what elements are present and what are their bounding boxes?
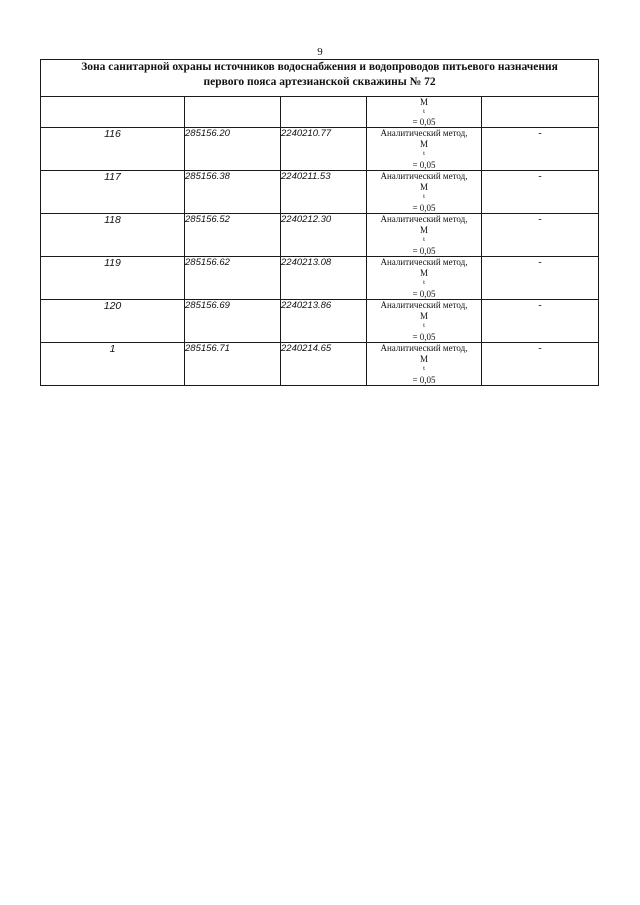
y-coordinate <box>281 97 367 128</box>
table-row <box>41 171 599 214</box>
point-number: 119 <box>41 257 185 300</box>
accuracy-value: M t = 0,05 <box>412 181 436 213</box>
method-name: Аналитический метод, <box>380 128 468 138</box>
point-number: 117 <box>41 171 185 214</box>
point-number <box>41 97 185 128</box>
method-name: Аналитический метод, <box>380 257 468 267</box>
x-coordinate: 285156.62 <box>185 257 281 300</box>
table-row-partial <box>41 97 599 128</box>
accuracy-value: M t = 0,05 <box>412 353 436 385</box>
x-coordinate: 285156.69 <box>185 300 281 343</box>
method-cell <box>367 257 482 300</box>
accuracy-value: M t = 0,05 <box>412 138 436 170</box>
table-row <box>41 257 599 300</box>
table-title-line-2: первого пояса артезианской скважины № 72 <box>203 76 436 88</box>
note-cell <box>482 97 599 128</box>
method-cell <box>367 97 482 128</box>
x-coordinate: 285156.71 <box>185 343 281 386</box>
method-name: Аналитический метод, <box>380 343 468 353</box>
table-row <box>41 300 599 343</box>
x-coordinate: 285156.38 <box>185 171 281 214</box>
y-coordinate: 2240212.30 <box>281 214 367 257</box>
coordinates-table <box>40 59 599 386</box>
table-title-line-1: Зона санитарной охраны источников водоснабжения и водопроводов питьевого назначения <box>81 61 558 73</box>
method-cell <box>367 343 482 386</box>
note-cell: - <box>482 128 599 171</box>
y-coordinate: 2240213.08 <box>281 257 367 300</box>
x-coordinate: 285156.20 <box>185 128 281 171</box>
table-title <box>41 60 599 97</box>
accuracy-value: M t = 0,05 <box>412 97 436 127</box>
method-cell <box>367 214 482 257</box>
note-cell: - <box>482 257 599 300</box>
y-coordinate: 2240210.77 <box>281 128 367 171</box>
method-cell <box>367 300 482 343</box>
point-number: 120 <box>41 300 185 343</box>
method-name: Аналитический метод, <box>380 171 468 181</box>
note-cell: - <box>482 171 599 214</box>
note-cell: - <box>482 343 599 386</box>
method-cell <box>367 171 482 214</box>
x-coordinate: 285156.52 <box>185 214 281 257</box>
table-title-row <box>41 60 599 97</box>
page-number: 9 <box>317 46 323 58</box>
point-number: 116 <box>41 128 185 171</box>
method-name: Аналитический метод, <box>380 300 468 310</box>
note-cell: - <box>482 214 599 257</box>
x-coordinate <box>185 97 281 128</box>
method-name: Аналитический метод, <box>380 214 468 224</box>
table-row <box>41 214 599 257</box>
point-number: 118 <box>41 214 185 257</box>
method-cell <box>367 128 482 171</box>
note-cell: - <box>482 300 599 343</box>
point-number: 1 <box>41 343 185 386</box>
table-body <box>41 128 599 386</box>
accuracy-value: M t = 0,05 <box>412 310 436 342</box>
table-row <box>41 128 599 171</box>
accuracy-value: M t = 0,05 <box>412 224 436 256</box>
y-coordinate: 2240214.65 <box>281 343 367 386</box>
table-row <box>41 343 599 386</box>
accuracy-value: M t = 0,05 <box>412 267 436 299</box>
y-coordinate: 2240213.86 <box>281 300 367 343</box>
y-coordinate: 2240211.53 <box>281 171 367 214</box>
